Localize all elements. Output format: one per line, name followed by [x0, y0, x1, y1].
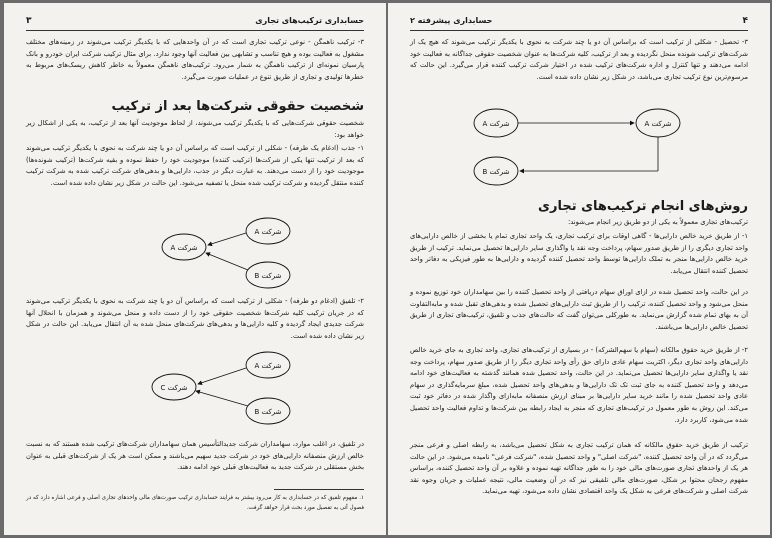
acquisition-diagram	[468, 107, 698, 189]
section-heading: شخصیت حقوقی شرکت‌ها بعد از ترکیب	[111, 99, 364, 114]
company-b-label: شرکت B	[482, 168, 510, 176]
footnote: ۱. مفهوم تلفیق که در حسابداری به کار می‌رود بیشتر به فرایند حسابداری ترکیب صورت‌های مالی واحدهای تجاری اصلی و فرعی اشاره دارد که در فصول آتی به تفصیل مورد بحث قرار خواهد گرفت.	[26, 495, 364, 511]
paragraph-heterogeneous: ۳- ترکیب ناهمگن - نوعی ترکیب تجاری است که در آن واحدهایی که با یکدیگر ترکیب می‌شوند در زمینه‌های مختلف مشغول به فعالیت بوده و هیچ تناسب و تشابهی بین فعالیت آنها وجود ندارد. برای مثال ترکیب شرکت ایران خودرو و بانک پارسیان نمونه‌ای از ترکیب ناهمگن به شمار می‌رود. ترکیب‌های ناهمگن معمولاً به خاطر کاهش ریسک‌های مربوط به خطرها تولیدی و تجاری از طریق تنوع در عملیات صورت می‌گیرد.	[26, 38, 364, 81]
paragraph-consolidation-note: در تلفیق، در اغلب موارد، سهامداران شرکت جدیدالتأسیس همان سهامداران شرکت‌های ترکیب شده هستند که به نسبت خالص ارزش منصفانه دارایی‌های خود در شرکت جدید سهیم می‌باشند و ممکن است هر یک از شرکت‌های قبلی به عنوان بخش مستقلی در شرکت جدید به فعالیت‌های قبلی خود ادامه دهند.	[26, 440, 364, 472]
arrow-a-to-c	[198, 368, 246, 384]
right-page-header	[410, 15, 748, 31]
paragraph-net-assets-cont: در این حالت، واحد تحصیل شده در ازای اوراق سهام دریافتی از واحد تحصیل کننده را بین سهامداران خود توزیع نموده و منحل می‌شود و واحد تحصیل کننده، ترکیب را از طریق ثبت دارایی‌های تحصیل شده و بدهی‌های تقبل شده و مابه‌التفاوت آن به بهای تمام شده گزارش می‌نماید. به طورکلی می‌توان گفت که حالت‌های جذب و تلفیق، ترکیب‌های تجاری از طریق تحصیل خالص دارایی‌ها می‌باشند.	[410, 288, 748, 331]
company-a-label: شرکت A	[254, 362, 282, 370]
arrow-b-to-c	[196, 391, 248, 406]
company-a-left-label: شرکت A	[482, 120, 510, 128]
company-a-label: شرکت A	[254, 228, 282, 236]
page-number: ۴	[742, 16, 748, 26]
running-title: حسابداری پیشرفته ۲	[410, 16, 493, 25]
paragraph-methods-intro: ترکیب‌های تجاری معمولاً به یکی از دو طریق زیر انجام می‌شوند:	[567, 218, 748, 226]
running-title: حسابداری ترکیب‌های تجاری	[255, 16, 364, 25]
paragraph-equity-cont: ترکیب از طریق خرید حقوق مالکانه که همان ترکیب تجاری به شکل تحصیل می‌باشد، به رابطه اصلی و فرعی منجر می‌گردد که در آن واحد تحصیل کننده، "شرکت اصلی" و واحد تحصیل شده، "شرکت فرعی" نامیده می‌شود. در این حالت هر یک از واحدهای تجاری صورت‌های مالی خود را به طور جداگانه تهیه نموده و علاوه بر آن واحد تحصیل کننده، براساس مفهوم رجحان محتوا بر شکل، صورت‌های مالی تلفیقی نیز که در آن وضعیت مالی، نتیجه عملیات و جریان وجوه نقد شرکت اصلی و شرکت‌های فرعی به شکل یک واحد اقتصادی نشان داده می‌شود، تهیه می‌نماید.	[410, 441, 748, 496]
paragraph-merger: ۱- جذب (ادغام یک طرفه) - شکلی از ترکیب است که براساس آن دو یا چند شرکت به نحوی با یکدیگر ترکیب می‌شوند که بعد از ترکیب تنها یکی از شرکت‌ها (ترکیب کننده) موجودیت خود را حفظ نموده و بقیه شرکت‌ها (ترکیب شونده‌ها) موجودیت خود را از دست می‌دهند. به عبارت دیگر در جذب، دارایی‌ها و بدهی‌های شرکت ترکیب شده به شرکت ترکیب کننده منتقل گردیده و شرکت ترکیب شده منحل یا تصفیه می‌شود. این حالت در شکل زیر نشان داده شده است.	[26, 144, 364, 187]
left-page	[4, 3, 386, 535]
paragraph-consolidation: ۲- تلفیق (ادغام دو طرفه) - شکلی از ترکیب است که براساس آن دو یا چند شرکت به نحوی با یکدیگر ترکیب می‌شوند که در جریان ترکیب کلیه شرکت‌ها شخصیت حقوقی خود را از دست داده و منحل می‌شوند و همزمان با انحلال آنها شرکت جدیدی ایجاد گردیده و کلیه دارایی‌ها و بدهی‌های شرکت‌های منحل شده به آن انتقال می‌یابد. این حالت در شکل زیر نشان داده شده است.	[26, 297, 364, 340]
consolidation-diagram	[66, 351, 326, 437]
arrow-b-to-a	[206, 253, 248, 270]
company-c-label: شرکت C	[160, 384, 188, 392]
paragraph-acquisition: ۳- تحصیل - شکلی از ترکیب است که براساس آن دو یا چند شرکت به نحوی با یکدیگر ترکیب می‌شوند که هیچ یک از شرکت‌های ترکیب شونده منحل نگردیده و بعد از ترکیب، کلیه شرکت‌ها به عنوان شخصیت حقوقی جداگانه به فعالیت خود ادامه می‌دهند و تنها کنترل و اداره شرکت‌های ترکیب شده در اختیار شرکت ترکیب کننده قرار می‌گیرد. این حالت که مرسوم‌ترین نوع ترکیب تجاری می‌باشد، در شکل زیر نشان داده شده است.	[410, 38, 748, 81]
footnote-divider	[274, 489, 364, 490]
arrow-a-to-a	[208, 233, 246, 245]
merger-diagram	[66, 215, 326, 293]
left-page-header	[26, 15, 364, 31]
right-page	[388, 3, 770, 535]
company-b-label: شرکت B	[254, 408, 282, 416]
company-b-label: شرکت B	[254, 272, 282, 280]
section-heading: روش‌های انجام ترکیب‌های تجاری	[538, 199, 748, 214]
page-number: ۳	[26, 16, 32, 26]
company-a-result-label: شرکت A	[170, 244, 198, 252]
company-a-label: شرکت A	[644, 120, 672, 128]
paragraph-net-assets: ۱- از طریق خرید خالص دارایی‌ها - گاهی اوقات برای ترکیب تجاری، یک واحد تجاری تمام یا بخشی از خالص دارایی‌های واحد تجاری دیگری را از طریق صدور سهام، پرداخت وجه نقد یا واگذاری سایر دارایی‌ها تحصیل می‌نماید. ترکیب از طریق خرید خالص دارایی‌ها منجر به تملک دارایی‌ها توسط واحد تحصیل کننده گردیده و دارایی‌ها به طور فیزیکی به دفاتر واحد تحصیل کننده انتقال می‌یابد.	[410, 232, 748, 275]
paragraph-intro: شخصیت حقوقی شرکت‌هایی که با یکدیگر ترکیب می‌شوند، از لحاظ موجودیت آنها بعد از ترکیب، به یکی از اشکال زیر خواهد بود:	[26, 119, 364, 139]
paragraph-equity: ۲- از طریق خرید حقوق مالکانه (سهام یا سهم‌الشرکه) - در بسیاری از ترکیب‌های تجاری، واحد تجاری به جای خرید خالص دارایی‌های واحد تجاری دیگر، اکثریت سهام عادی دارای حق رأی واحد تجاری دیگر را از طریق صدور سهام، پرداخت وجه نقد یا واگذاری سایر دارایی‌ها تحصیل می‌نماید. در این حالت، واحد تحصیل شده همانند گذشته به فعالیت‌های خود ادامه می‌دهد و واحد تحصیل کننده به جای ثبت تک تک دارایی‌ها و بدهی‌های واحد تحصیل شده، مبلغ سرمایه‌گذاری در سهام عادی واحد تحصیل شده را مانند خرید سایر دارایی‌ها بر مبنای ارزش منصفانه مابه‌ازای واگذار شده در دفاتر خود ثبت می‌کند. این روش به طور معمول در ترکیب‌های تجاری که منجر به ایجاد رابطه بین شرکت‌ها و تداوم فعالیت واحد تحصیل شده می‌شود، کاربرد دارد.	[409, 346, 748, 424]
